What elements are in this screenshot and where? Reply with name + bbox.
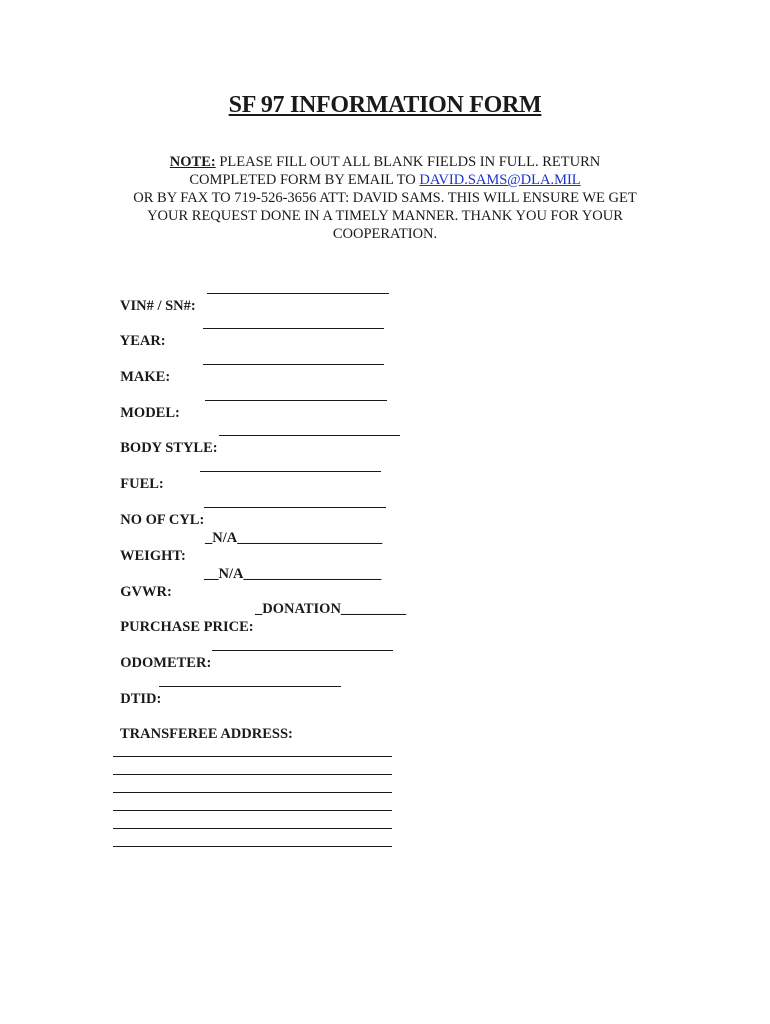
vin-label: VIN# / SN#: [120, 298, 196, 314]
dtid-label: DTID: [120, 691, 162, 707]
address-line-2[interactable] [113, 774, 392, 775]
purchase-price-value[interactable]: _DONATION_________ [255, 601, 407, 617]
make-label: MAKE: [120, 369, 171, 385]
fuel-field [113, 457, 164, 493]
dtid-field [113, 672, 161, 708]
purchase-price-label: PURCHASE PRICE: [120, 619, 254, 635]
note-label: NOTE: [169, 154, 216, 170]
note-line-3: OR BY FAX TO 719-526-3656 ATT: DAVID SAMS. THIS WILL ENSURE WE GET [133, 190, 637, 206]
odometer-blank[interactable] [212, 650, 393, 651]
no-of-cyl-field [113, 493, 204, 529]
address-line-6[interactable] [113, 846, 392, 847]
gvwr-label: GVWR: [120, 584, 172, 600]
transferee-address-label: TRANSFEREE ADDRESS: [120, 726, 293, 742]
note-line-1-text: PLEASE FILL OUT ALL BLANK FIELDS IN FULL. RETURN [215, 154, 601, 170]
transferee-address-field [113, 707, 293, 743]
no-of-cyl-label: NO OF CYL: [120, 512, 205, 528]
weight-label: WEIGHT: [120, 548, 186, 564]
year-blank[interactable] [203, 328, 384, 329]
make-blank[interactable] [203, 364, 384, 365]
body-style-label: BODY STYLE: [120, 440, 218, 456]
fuel-label: FUEL: [120, 476, 164, 492]
email-link[interactable]: DAVID.SAMS@DLA.MIL [419, 172, 581, 188]
model-blank[interactable] [205, 400, 387, 401]
no-of-cyl-blank[interactable] [204, 507, 386, 508]
note-line-2-text: COMPLETED FORM BY EMAIL TO [189, 172, 420, 188]
vin-field [113, 279, 196, 315]
note-line-4: YOUR REQUEST DONE IN A TIMELY MANNER. THANK YOU FOR YOUR [147, 208, 623, 224]
fuel-blank[interactable] [200, 471, 381, 472]
address-line-3[interactable] [113, 792, 392, 793]
odometer-label: ODOMETER: [120, 655, 212, 671]
note-line-1 [110, 153, 660, 171]
vin-blank[interactable] [207, 293, 389, 294]
address-line-1[interactable] [113, 756, 392, 757]
instructions-note [110, 153, 660, 243]
body-style-field [113, 421, 218, 457]
gvwr-value[interactable]: __N/A___________________ [204, 566, 382, 582]
body-style-blank[interactable] [219, 435, 400, 436]
address-line-4[interactable] [113, 810, 392, 811]
year-field [113, 314, 166, 350]
weight-value[interactable]: _N/A____________________ [205, 530, 383, 546]
odometer-field [113, 636, 211, 672]
note-line-5: COOPERATION. [332, 226, 438, 242]
model-label: MODEL: [120, 405, 180, 421]
dtid-blank[interactable] [159, 686, 341, 687]
year-label: YEAR: [119, 333, 166, 349]
make-field [113, 350, 170, 386]
note-line-2 [110, 171, 660, 189]
address-line-5[interactable] [113, 828, 392, 829]
model-field [113, 386, 180, 422]
page-title: SF 97 INFORMATION FORM [228, 92, 542, 118]
